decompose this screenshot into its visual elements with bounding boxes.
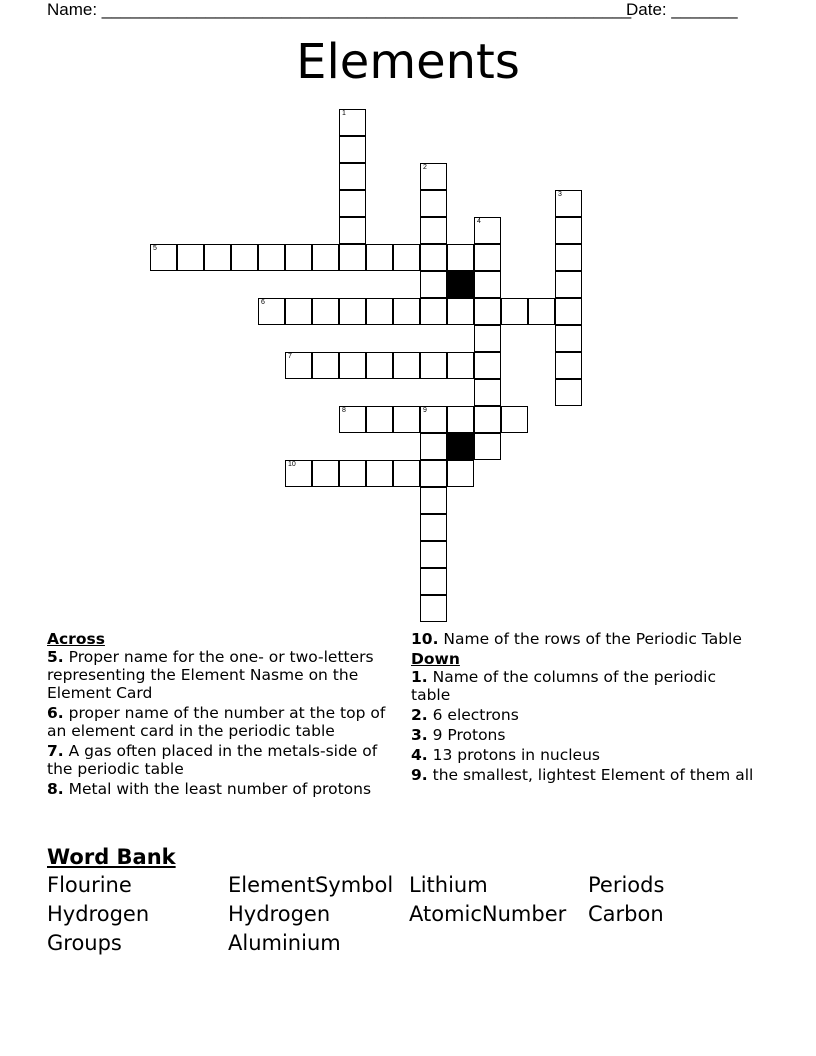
word-bank-heading: Word Bank — [47, 845, 176, 869]
grid-cell[interactable] — [474, 271, 501, 298]
clue-number: 2. — [411, 706, 428, 724]
grid-cell[interactable] — [312, 460, 339, 487]
word-bank-item: Hydrogen — [228, 902, 331, 926]
grid-cell[interactable] — [528, 298, 555, 325]
across-heading: Across — [47, 630, 105, 648]
clue-text: 6 electrons — [427, 706, 519, 724]
grid-cell[interactable] — [339, 109, 366, 136]
grid-cell[interactable] — [420, 190, 447, 217]
grid-cell[interactable] — [420, 352, 447, 379]
grid-cell[interactable] — [339, 190, 366, 217]
clue-number: 1. — [411, 668, 428, 686]
grid-cell[interactable] — [474, 217, 501, 244]
grid-cell[interactable] — [393, 406, 420, 433]
clue-number: 3. — [411, 726, 428, 744]
clue — [411, 726, 756, 744]
grid-cell[interactable] — [420, 433, 447, 460]
clue-text: Name of the columns of the periodic table — [411, 668, 716, 704]
clue-text: Metal with the least number of protons — [63, 780, 372, 798]
grid-cell[interactable] — [555, 271, 582, 298]
grid-cell[interactable] — [339, 217, 366, 244]
clue-number: 2 — [423, 164, 427, 171]
grid-cell[interactable] — [555, 244, 582, 271]
grid-cell[interactable] — [231, 244, 258, 271]
grid-cell[interactable] — [474, 352, 501, 379]
word-bank-item: Periods — [588, 873, 665, 897]
clue-number: 9 — [423, 407, 427, 414]
word-bank-item: Lithium — [409, 873, 488, 897]
black-square — [447, 271, 474, 298]
grid-cell[interactable] — [420, 541, 447, 568]
grid-cell[interactable] — [312, 244, 339, 271]
grid-cell[interactable] — [474, 298, 501, 325]
clue-text: A gas often placed in the metals-side of the periodic table — [47, 742, 378, 778]
grid-cell[interactable] — [474, 379, 501, 406]
grid-cell[interactable] — [204, 244, 231, 271]
grid-cell[interactable] — [555, 352, 582, 379]
clue — [47, 780, 392, 798]
clue-number: 5 — [153, 245, 157, 252]
word-bank-item: Hydrogen — [47, 902, 150, 926]
clue — [411, 746, 756, 764]
grid-cell[interactable] — [339, 136, 366, 163]
clue-number: 10 — [288, 461, 296, 468]
grid-cell[interactable] — [393, 244, 420, 271]
grid-cell[interactable] — [474, 433, 501, 460]
grid-cell[interactable] — [555, 325, 582, 352]
grid-cell[interactable] — [150, 244, 177, 271]
grid-cell[interactable] — [420, 217, 447, 244]
clue-number: 5. — [47, 648, 64, 666]
grid-cell[interactable] — [285, 460, 312, 487]
grid-cell[interactable] — [420, 244, 447, 271]
grid-cell[interactable] — [555, 379, 582, 406]
down-clues — [411, 630, 756, 786]
clue — [411, 668, 756, 704]
grid-cell[interactable] — [177, 244, 204, 271]
clue — [47, 648, 392, 702]
clue-number: 10. — [411, 630, 439, 648]
grid-cell[interactable] — [474, 406, 501, 433]
word-bank-item: ElementSymbol — [228, 873, 394, 897]
grid-cell[interactable] — [339, 163, 366, 190]
across-clues — [47, 630, 392, 800]
grid-cell[interactable] — [447, 406, 474, 433]
clue-number: 4 — [477, 218, 481, 225]
grid-cell[interactable] — [501, 406, 528, 433]
grid-cell[interactable] — [339, 406, 366, 433]
grid-cell[interactable] — [501, 298, 528, 325]
grid-cell[interactable] — [366, 352, 393, 379]
grid-cell[interactable] — [447, 244, 474, 271]
clue — [47, 704, 392, 740]
grid-cell[interactable] — [555, 217, 582, 244]
grid-cell[interactable] — [555, 190, 582, 217]
grid-cell[interactable] — [447, 298, 474, 325]
name-field[interactable]: Name: ________________________________________________________ — [47, 0, 632, 19]
clue-text: 9 Protons — [427, 726, 506, 744]
grid-cell[interactable] — [285, 298, 312, 325]
grid-cell[interactable] — [393, 460, 420, 487]
clue-text: Name of the rows of the Periodic Table — [438, 630, 742, 648]
clue-text: the smallest, lightest Element of them all — [427, 766, 754, 784]
grid-cell[interactable] — [474, 244, 501, 271]
grid-cell[interactable] — [420, 460, 447, 487]
clue-number: 6. — [47, 704, 64, 722]
clue — [411, 706, 756, 724]
black-square — [447, 433, 474, 460]
grid-cell[interactable] — [339, 244, 366, 271]
grid-cell[interactable] — [393, 352, 420, 379]
grid-cell[interactable] — [555, 298, 582, 325]
clue-number: 6 — [261, 299, 265, 306]
grid-cell[interactable] — [420, 298, 447, 325]
grid-cell[interactable] — [420, 271, 447, 298]
date-field[interactable]: Date: _______ — [626, 0, 738, 19]
clue-number: 7. — [47, 742, 64, 760]
grid-cell[interactable] — [366, 460, 393, 487]
grid-cell[interactable] — [312, 298, 339, 325]
grid-cell[interactable] — [366, 406, 393, 433]
clue-number: 1 — [342, 110, 346, 117]
grid-cell[interactable] — [366, 298, 393, 325]
grid-cell[interactable] — [420, 595, 447, 622]
grid-cell[interactable] — [258, 244, 285, 271]
grid-cell[interactable] — [420, 514, 447, 541]
clue-number: 4. — [411, 746, 428, 764]
clue-text: proper name of the number at the top of an element card in the periodic table — [47, 704, 386, 740]
grid-cell[interactable] — [420, 487, 447, 514]
clue-number: 9. — [411, 766, 428, 784]
down-heading: Down — [411, 650, 460, 668]
clue-text: 13 protons in nucleus — [427, 746, 600, 764]
clue-number: 8. — [47, 780, 64, 798]
grid-cell[interactable] — [447, 352, 474, 379]
clue-text: Proper name for the one- or two-letters representing the Element Nasme on the Element Card — [47, 648, 374, 702]
clue — [47, 742, 392, 778]
page-title: Elements — [296, 34, 520, 90]
grid-cell[interactable] — [339, 298, 366, 325]
clue-number: 8 — [342, 407, 346, 414]
clue-number: 7 — [288, 353, 292, 360]
grid-cell[interactable] — [366, 244, 393, 271]
grid-cell[interactable] — [312, 352, 339, 379]
grid-cell[interactable] — [258, 298, 285, 325]
grid-cell[interactable] — [285, 352, 312, 379]
clue — [411, 630, 756, 648]
grid-cell[interactable] — [420, 163, 447, 190]
clue-number: 3 — [558, 191, 562, 198]
grid-cell[interactable] — [285, 244, 312, 271]
word-bank-item: Groups — [47, 931, 122, 955]
grid-cell[interactable] — [393, 298, 420, 325]
grid-cell[interactable] — [339, 460, 366, 487]
grid-cell[interactable] — [420, 406, 447, 433]
grid-cell[interactable] — [474, 325, 501, 352]
grid-cell[interactable] — [447, 460, 474, 487]
grid-cell[interactable] — [420, 568, 447, 595]
word-bank-item: Flourine — [47, 873, 132, 897]
word-bank-item: Carbon — [588, 902, 664, 926]
word-bank-item: Aluminium — [228, 931, 341, 955]
word-bank-item: AtomicNumber — [409, 902, 567, 926]
grid-cell[interactable] — [339, 352, 366, 379]
clue — [411, 766, 756, 784]
